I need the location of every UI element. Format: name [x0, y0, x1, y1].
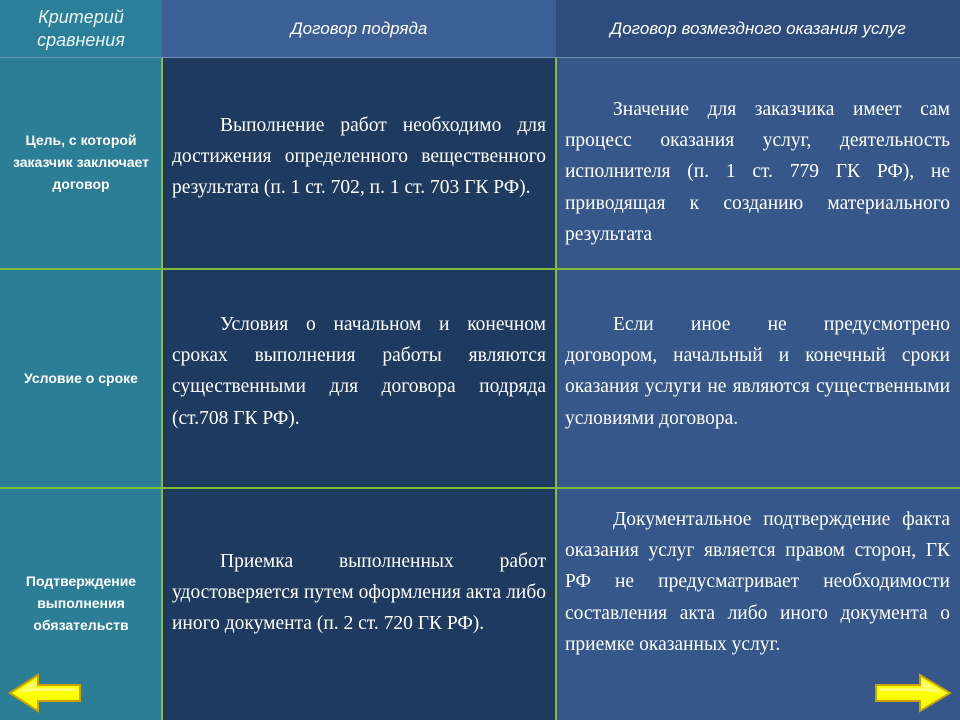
arrow-right-icon[interactable] [872, 672, 952, 714]
header-contract-work: Договор подряда [162, 0, 556, 57]
row-services-purpose: Значение для заказчика имеет сам процесс оказания услуг, деятельность исполнителя (п. 1 ст. 779 ГК РФ), не приводящая к созданию материального результата [556, 57, 960, 269]
column-divider [555, 57, 557, 720]
row-criterion-confirmation: Подтверждение выполнения обязательств [0, 488, 162, 720]
column-divider [161, 57, 163, 720]
row-criterion-term: Условие о сроке [0, 269, 162, 488]
header-criterion: Критерий сравнения [0, 0, 162, 57]
arrow-left-icon[interactable] [8, 672, 84, 714]
row-work-purpose: Выполнение работ необходимо для достижения определенного вещественного результата (п. 1 ст. 702, п. 1 ст. 703 ГК РФ). [162, 57, 556, 269]
row-divider [0, 487, 960, 489]
row-services-confirmation: Документальное подтверждение факта оказания услуг является правом сторон, ГК РФ не предусматривает необходимости составления акта либо иного документа о приемке оказанных услуг. [556, 488, 960, 720]
row-divider [0, 57, 960, 58]
header-contract-services: Договор возмездного оказания услуг [556, 0, 960, 57]
row-criterion-purpose: Цель, с которой заказчик заключает договор [0, 57, 162, 269]
row-services-term: Если иное не предусмотрено договором, начальный и конечный сроки оказания услуги не являются существенными условиями договора. [556, 269, 960, 488]
row-divider [0, 268, 960, 270]
row-work-confirmation: Приемка выполненных работ удостоверяется путем оформления акта либо иного документа (п. 2 ст. 720 ГК РФ). [162, 488, 556, 720]
row-work-term: Условия о начальном и конечном сроках выполнения работы являются существенными для договора подряда (ст.708 ГК РФ). [162, 269, 556, 488]
